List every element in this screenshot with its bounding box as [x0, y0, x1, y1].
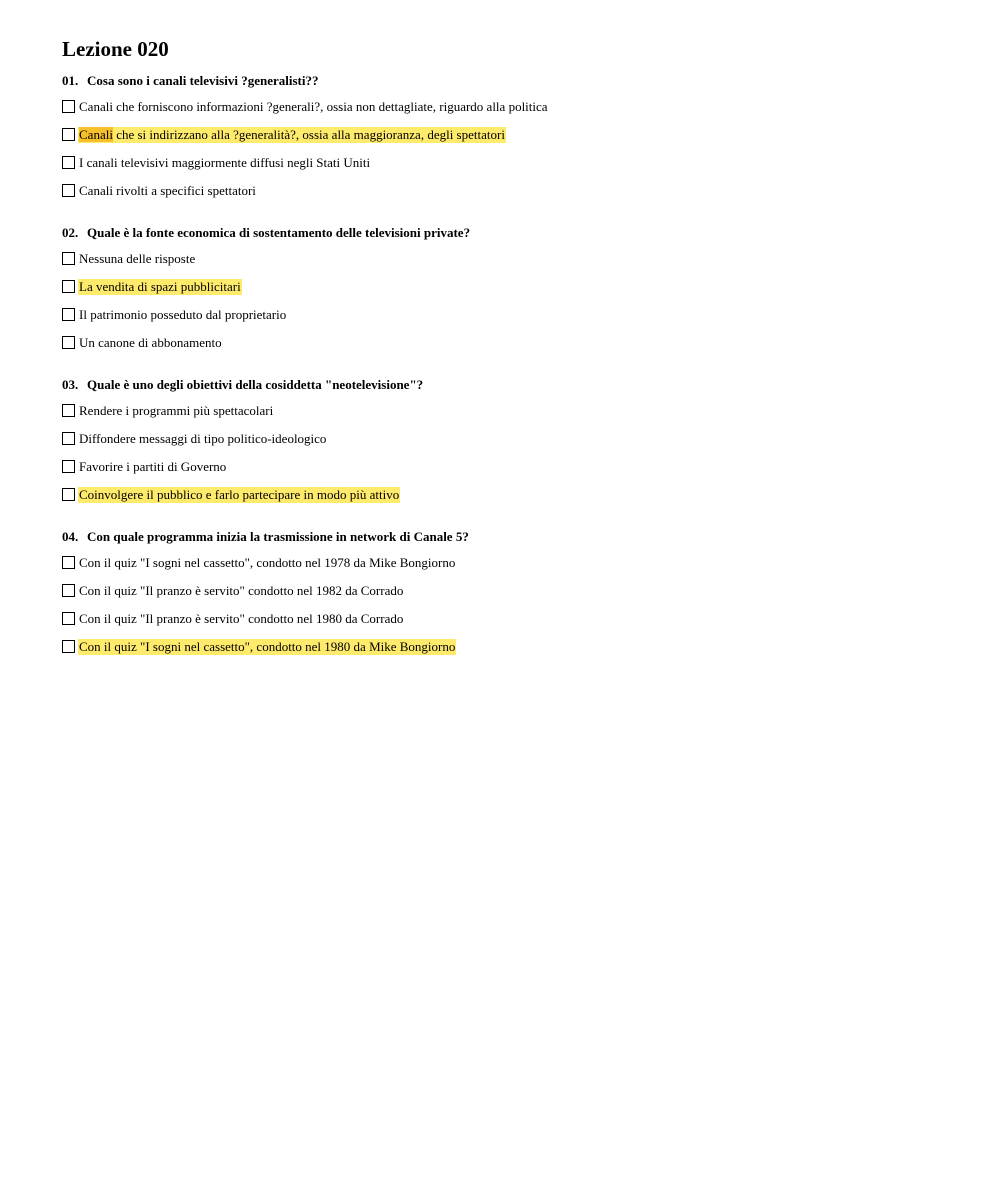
answer-option[interactable]: [62, 335, 962, 351]
question-number: 02.: [62, 225, 79, 240]
question-03: [62, 377, 962, 503]
answer-checkbox[interactable]: [62, 488, 75, 501]
question-text: Quale è uno degli obiettivi della cosiddetta "neotelevisione"?: [87, 377, 424, 392]
answer-checkbox[interactable]: [62, 556, 75, 569]
question-heading: [62, 377, 962, 393]
answer-text: Con il quiz "I sogni nel cassetto", condotto nel 1978 da Mike Bongiorno: [79, 555, 456, 570]
answer-option[interactable]: [62, 431, 962, 447]
answer-list: [62, 99, 962, 199]
answer-option[interactable]: [62, 251, 962, 267]
page-title: Lezione 020: [62, 37, 169, 61]
answer-checkbox[interactable]: [62, 308, 75, 321]
question-text: Quale è la fonte economica di sostentamento delle televisioni private?: [87, 225, 471, 240]
answer-text: Nessuna delle risposte: [79, 251, 196, 266]
question-01: [62, 73, 962, 199]
answer-text: La vendita di spazi pubblicitari: [79, 279, 241, 294]
answer-option[interactable]: [62, 583, 962, 599]
question-heading: [62, 529, 962, 545]
answer-text: Rendere i programmi più spettacolari: [79, 403, 274, 418]
answer-option[interactable]: [62, 459, 962, 475]
answer-checkbox[interactable]: [62, 432, 75, 445]
answer-checkbox[interactable]: [62, 640, 75, 653]
answer-text: [78, 127, 506, 143]
answer-option[interactable]: [62, 307, 962, 323]
answer-checkbox[interactable]: [62, 184, 75, 197]
question-number: 04.: [62, 529, 79, 544]
answer-list: [62, 251, 962, 351]
answer-checkbox[interactable]: [62, 404, 75, 417]
answer-option[interactable]: [62, 155, 962, 171]
question-heading: [62, 225, 962, 241]
answer-checkbox[interactable]: [62, 100, 75, 113]
answer-text: Con il quiz "Il pranzo è servito" condotto nel 1980 da Corrado: [79, 611, 404, 626]
answer-checkbox[interactable]: [62, 156, 75, 169]
answer-list: [62, 555, 962, 655]
answer-text: Coinvolgere il pubblico e farlo partecipare in modo più attivo: [79, 487, 400, 502]
question-number: 03.: [62, 377, 79, 392]
answer-checkbox[interactable]: [62, 280, 75, 293]
answer-checkbox[interactable]: [62, 128, 75, 141]
answer-checkbox[interactable]: [62, 460, 75, 473]
document-page: [62, 36, 962, 655]
answer-text: I canali televisivi maggiormente diffusi negli Stati Uniti: [79, 155, 371, 170]
answer-option[interactable]: [62, 611, 962, 627]
answer-text: Un canone di abbonamento: [79, 335, 222, 350]
answer-option-highlighted[interactable]: [62, 487, 962, 503]
answer-text: Il patrimonio posseduto dal proprietario: [79, 307, 287, 322]
answer-text: Favorire i partiti di Governo: [79, 459, 227, 474]
answer-option[interactable]: [62, 403, 962, 419]
answer-checkbox[interactable]: [62, 584, 75, 597]
answer-option-highlighted[interactable]: [62, 279, 962, 295]
answer-text: Canali rivolti a specifici spettatori: [79, 183, 256, 198]
question-text: Cosa sono i canali televisivi ?generalisti??: [87, 73, 319, 88]
question-heading: [62, 73, 962, 89]
answer-text-mark: Canali: [79, 127, 113, 142]
answer-text: Canali che forniscono informazioni ?generali?, ossia non dettagliate, riguardo alla politica: [79, 99, 548, 114]
question-04: [62, 529, 962, 655]
answer-text: Con il quiz "I sogni nel cassetto", condotto nel 1980 da Mike Bongiorno: [79, 639, 456, 654]
answer-text: Diffondere messaggi di tipo politico-ideologico: [79, 431, 327, 446]
answer-checkbox[interactable]: [62, 252, 75, 265]
answer-option[interactable]: [62, 99, 962, 115]
answer-option[interactable]: [62, 555, 962, 571]
question-text: Con quale programma inizia la trasmissione in network di Canale 5?: [87, 529, 469, 544]
answer-list: [62, 403, 962, 503]
answer-option-highlighted[interactable]: [62, 127, 962, 143]
question-02: [62, 225, 962, 351]
answer-text-rest: che si indirizzano alla ?generalità?, ossia alla maggioranza, degli spettatori: [112, 127, 505, 142]
answer-option-highlighted[interactable]: [62, 639, 962, 655]
answer-checkbox[interactable]: [62, 612, 75, 625]
answer-text: Con il quiz "Il pranzo è servito" condotto nel 1982 da Corrado: [79, 583, 404, 598]
question-number: 01.: [62, 73, 79, 88]
answer-checkbox[interactable]: [62, 336, 75, 349]
answer-option[interactable]: [62, 183, 962, 199]
